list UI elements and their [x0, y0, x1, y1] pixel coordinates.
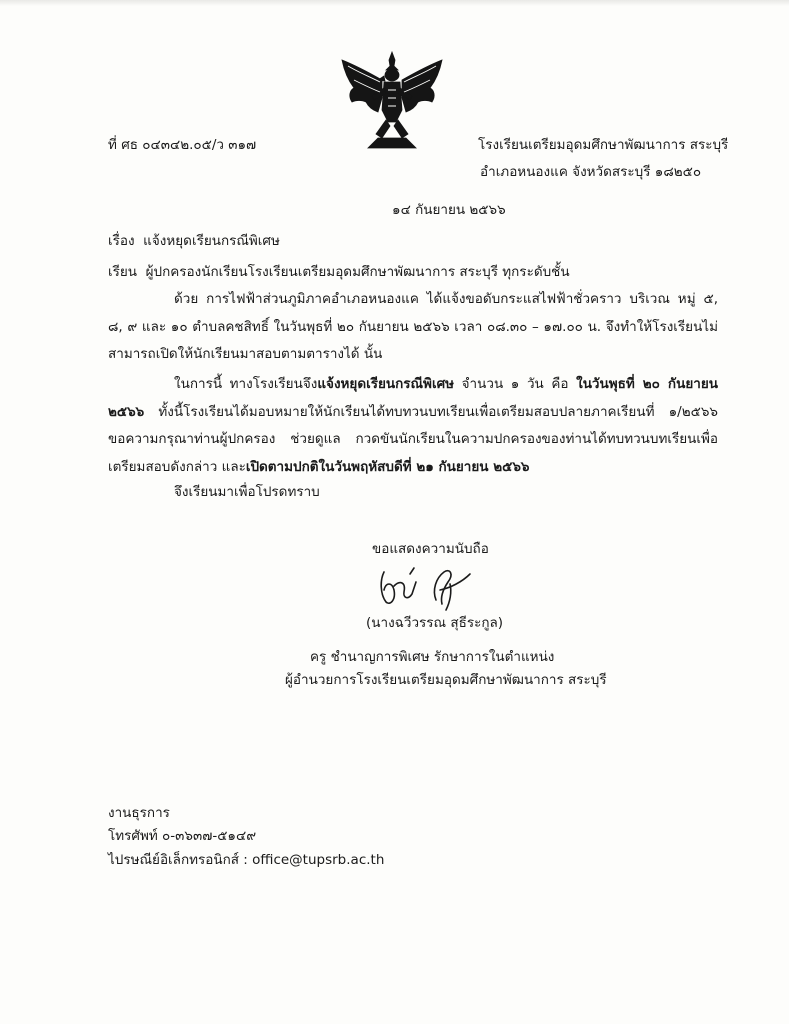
organization-name: โรงเรียนเตรียมอุดมศึกษาพัฒนาการ สระบุรี: [478, 137, 729, 153]
signatory-position-2: ผู้อำนวยการโรงเรียนเตรียมอุดมศึกษาพัฒนาการ สระบุรี: [285, 672, 607, 688]
department-name: งานธุรการ: [108, 805, 170, 821]
closing-regards: ขอแสดงความนับถือ: [372, 541, 489, 557]
phone-number: โทรศัพท์ ๐-๓๖๓๗-๕๑๔๙: [108, 828, 257, 844]
subject-line: [108, 232, 280, 250]
email-address: ไปรษณีย์อิเล็กทรอนิกส์ : office@tupsrb.ac.th: [108, 852, 385, 868]
paragraph-2-text-a: ในการนี้ ทางโรงเรียนจึง: [174, 376, 318, 392]
scan-edge: [0, 0, 789, 6]
recipient-text: ผู้ปกครองนักเรียนโรงเรียนเตรียมอุดมศึกษาพัฒนาการ สระบุรี ทุกระดับชั้น: [145, 264, 570, 280]
body-paragraph-2: [108, 371, 718, 481]
paragraph-1-text: ด้วย การไฟฟ้าส่วนภูมิภาคอำเภอหนองแค ได้แจ้งขอดับกระแสไฟฟ้าชั่วคราว บริเวณ หมู่ ๕, ๘, ๙ และ ๑๐ ตำบลคชสิทธิ์ ในวันพุธที่ ๒๐ กันยายน ๒๕๖๖ เวลา ๐๘.๓๐ – ๑๗.๐๐ น. จึงทำให้โรงเรียนไม่สามารถเปิดให้นักเรียนมาสอบตามตารางได้ นั้น: [108, 291, 718, 362]
closure-date: ในวันพุธที่ ๒๐ กันยายน ๒๕๖๖: [108, 376, 718, 420]
subject-text: แจ้งหยุดเรียนกรณีพิเศษ: [143, 233, 280, 249]
special-closure-notice: แจ้งหยุดเรียนกรณีพิเศษ: [317, 376, 455, 392]
body-paragraph-3: จึงเรียนมาเพื่อโปรดทราบ: [174, 484, 320, 500]
signature-icon: [370, 560, 480, 612]
body-paragraph-1: [108, 286, 718, 369]
paragraph-2-text-e: ทั้งนี้โรงเรียนได้มอบหมายให้นักเรียนได้ทบทวนบทเรียนเพื่อเตรียมสอบปลายภาคเรียนที่ ๑/๒๕๖๖ ขอความกรุณาท่านผู้ปกครอง ช่วยดูแล กวดขันนักเรียนในความปกครองของท่านได้ทบทวนบทเรียนเพื่อเตรียมสอบดังกล่าว และ: [108, 403, 718, 475]
organization-address: อำเภอหนองแค จังหวัดสระบุรี ๑๘๒๕๐: [480, 164, 702, 180]
reopen-date: เปิดตามปกติในวันพฤหัสบดีที่ ๒๑ กันยายน ๒๕๖๖: [245, 458, 530, 475]
recipient-label: เรียน: [108, 264, 138, 280]
signatory-name: (นางฉวีวรรณ สุธีระกูล): [366, 615, 504, 631]
subject-label: เรื่อง: [108, 233, 135, 249]
garuda-emblem-icon: [338, 50, 446, 150]
letter-date: ๑๔ กันยายน ๒๕๖๖: [392, 202, 506, 218]
recipient-line: [108, 263, 570, 281]
paragraph-2-text-c: จำนวน ๑ วัน คือ: [454, 376, 577, 392]
reference-number: ที่ ศธ ๐๔๓๔๒.๐๕/ว ๓๑๗: [108, 137, 257, 153]
signatory-position-1: ครู ชำนาญการพิเศษ รักษาการในตำแหน่ง: [310, 649, 555, 665]
